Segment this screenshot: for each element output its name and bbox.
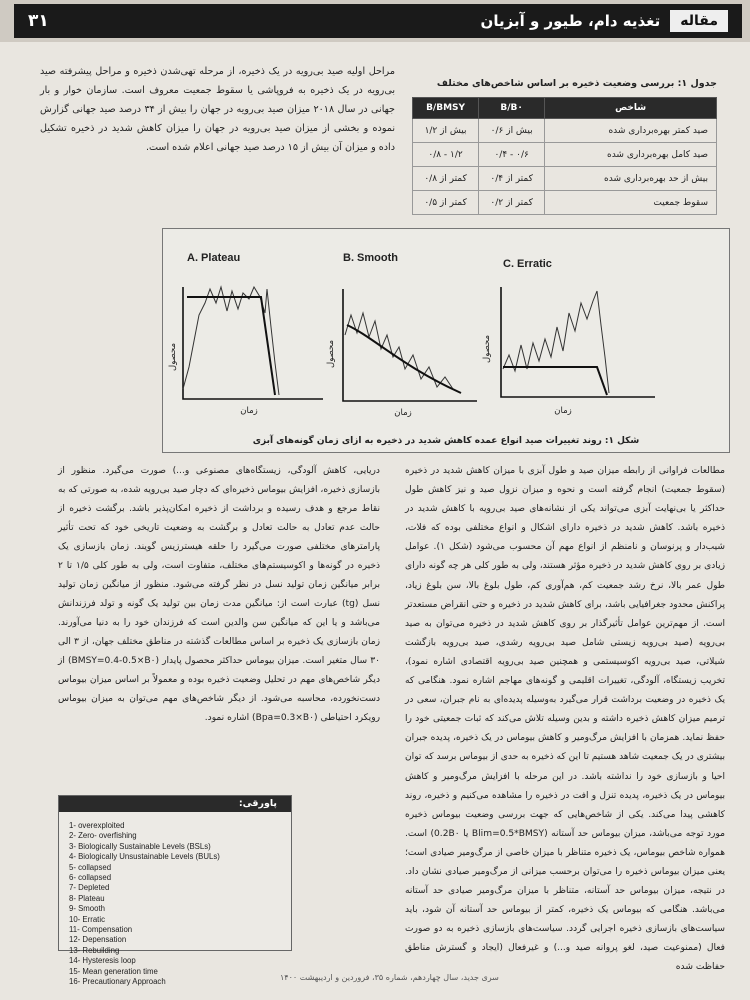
table-cell: صید کمتر بهره‌برداری شده [545,119,717,143]
body-column-right: مطالعات فراوانی از رابطه میزان صید و طول آبزی با میزان کاهش شدید در ذخیره (سقوط جمعیت) انجام گرفته است و نحوه و میزان نزول صید و نیز کاهش طول حداکثر یا بی‌نهایت آبزی می‌تواند یکی از نشانه‌های صید بی‌رویه با کاهش شدید در ذخیره باشد. کاهش شدید در ذخیره دارای اشکال و انواع مختلفی بوده که فلات، شیب‌دار و پرنوسان و نامنظم از انواع مهم آن محسوب می‌شود (شکل ۱). عوامل زیادی بر روی کاهش شدید در ذخیره مؤثر هستند، ولی به طور کلی هر چه گونه دارای طول عمر بالا، نرخ رشد جمعیت کم، هم‌آوری کم، طول بلوغ بالا، سن بلوغ زیاد، پراکنش محدود جغرافیایی باشد، برای کاهش شدید در ذخیره و حتی انقراض مستعدتر است. از مهم‌ترین عوامل تأثیرگذار بر روی کاهش شدید در ذخیره می‌توان به صید بی‌رویه (صید بی‌رویه زیستی شامل صید بی‌رویه رشدی، صید بی‌رویه بازگشت شیلاتی، صید بی‌رویه اکوسیستمی و همچنین صید بی‌رویه اقتصادی اشاره نمود)، تخریب زیستگاه، آلودگی، تغییرات اقلیمی و گونه‌های مهاجم اشاره نمود. هنگامی که یک ذخیره در وضعیت برداشت قرار می‌گیرد به‌وسیله پدیده‌ای به نام جبران، سعی در ترمیم میزان کاهش ذخیره داشته و بدین وسیله تلاش می‌کند که ثبات جمعیتی خود را حفظ نماید. همزمان با افزایش مرگ‌ومیر و کاهش بیوماس در یک ذخیره، پدیده جبران بیشتری در یک جمعیت شاهد هستیم تا این که ذخیره به حدی از بیوماس برسد که توان احیا و بازسازی خود را نداشته باشد. در این مرحله با افزایش مرگ‌ومیر و کاهش بیوماس در یک ذخیره، پدیده تنزل و افت در ذخیره را مشاهده می‌کنیم و ذخیره، روند کاهشی پیدا می‌کند. یکی از شاخص‌هایی که جهت بررسی وضعیت بیوماس ذخیره مورد توجه می‌باشد، میزان بیوماس حد آستانه (Blim=0.5*BMSY یا 0.2B۰) است. همواره شاخص بیوماس، یک ذخیره متناظر با میزان خاصی از مرگ‌ومیر صیادی است؛ یعنی میزان بیوماس ذخیره را می‌توان برحسب میزانی از مرگ‌ومیر صیادی نشان داد. در نتیجه، میزان بیوماس حد آستانه، متناظر با میزان مرگ‌ومیر صیادی حد آستانه می‌باشد. هنگامی که بیوماس یک ذخیره، کمتر از بیوماس حد آستانه آن شود، باید سیاست‌های بازسازی ذخیره اجرایی گردد. سیاست‌های بازسازی ذخیره به دو صورت فعال (ممنوعیت صید، لغو پروانه صید و...) و غیرفعال (ایجاد و گسترش مناطق حفاظت شده [405,466,725,973]
table-cell: سقوط جمعیت [545,191,717,215]
footnotes-list [69,821,220,988]
y-axis-label: محصول [482,335,492,363]
stock-status-table-block [412,78,717,215]
footnote-item: 8- Plateau [69,893,105,903]
table-row [413,191,717,215]
panel-title: B. Smooth [343,252,398,264]
header-titles [481,10,728,32]
body-column-left: دریایی، کاهش آلودگی، زیستگاه‌های مصنوعی و...) صورت می‌گیرد. منظور از بازسازی ذخیره، افزایش بیوماس ذخیره‌ای که دچار صید بی‌رویه شده، به صورتی که به نقاط مرجع و هدف رسیده و برداشت از ذخیره امکان‌پذیر باشد. برگشت ذخیره از حالت عدم تعادل به حالت تعادل و برگشت به وضعیت تاریخی خود که تحت تأثیر پارامترهای مختلفی صورت می‌گیرد را حلقه هیسترزیس گویند. زمان بازسازی یک ذخیره در گونه‌ها و اکوسیستم‌های مختلف، متفاوت است، ولی به طور کلی ۱/۵ تا ۲ برابر میانگین زمان تولید نسل در نظر گرفته می‌شود. منظور از میانگین زمان تولید نسل (tg) عبارت است از: میانگین مدت زمان بین تولید یک گونه و تولد فرزندانش می‌باشد و یا این که میانگین سن والدین است که فرزندان خود را به دنیا می‌آورند. زمان بازسازی یک ذخیره بر اساس مطالعات گذشته در مناطق مختلف جهان، از ۳ الی ۳۰ سال متغیر است. میزان بیوماس حداکثر محصول پایدار (BMSY=0.4-0.5×B۰) از دیگر شاخص‌های مهم در تحلیل وضعیت ذخیره بوده و معمولاً بر اساس میزان بیوماس دست‌نخورده، محاسبه می‌شود. از دیگر شاخص‌های مهم می‌توان به میزان بیوماس رویکرد احتیاطی (Bpa=0.3×B۰) اشاره نمود. [57,466,380,723]
table-cell: کمتر از ۰/۲ [479,191,545,215]
footnote-item: 5- collapsed [69,862,112,872]
panel-erratic [482,258,655,416]
footnote-item: 3- Biologically Sustainable Levels (BSLs) [69,841,211,851]
footnote-item: 16- Precautionary Approach [69,977,166,987]
table-header-row [413,98,717,119]
table-header-cell: B/B۰ [479,98,545,119]
collapse-types-figure [162,228,730,453]
x-axis-label: زمان [554,406,572,416]
footnote-item: 6- collapsed [69,873,112,883]
table-cell: ۱/۲ - ۰/۸ [413,143,479,167]
x-axis-label: زمان [394,408,412,418]
footnote-item: 14- Hysteresis loop [69,956,136,966]
table-cell: کمتر از ۰/۵ [413,191,479,215]
trend-overlay [347,325,461,393]
section-label: مقاله [670,10,728,32]
page-footer: سری جدید، سال چهاردهم، شماره ۳۵، فروردین و اردیبهشت ۱۴۰۰ [280,973,499,982]
intro-paragraph: مراحل اولیه صید بی‌رویه در یک ذخیره، از مرحله تهی‌شدن ذخیره و مراحل پیشرفته صید بی‌رویه در یک ذخیره به فروپاشی یا سقوط جمعیت معروف است. سازمان خوار و بار جهانی در سال ۲۰۱۸ میزان صید بی‌رویه در جهان را بیش از ۳۴ درصد صید جهانی گزارش نموده و بخشی از میزان صید بی‌رویه در جهان را میزان کاهش شدید در ذخیره تشکیل داده و میزان آن بیش از ۱۵ درصد صید جهانی اعلام شده است. [40,66,395,153]
catch-trend-line [503,291,609,393]
footnotes-box [58,795,292,987]
table-header-cell: شاخص [545,98,717,119]
footnotes-title: پاورقی: [59,796,291,812]
table-cell: کمتر از ۰/۴ [479,167,545,191]
footnote-item: 11- Compensation [69,925,133,935]
catch-trend-line [183,287,279,395]
table-header-cell: B/BMSY [413,98,479,119]
axes-frame [501,287,655,397]
table-caption: جدول ۱: بررسی وضعیت ذخیره بر اساس شاخص‌های مختلف [436,78,717,89]
footnote-item: 12- Depensation [69,935,127,945]
table-cell: کمتر از ۰/۸ [413,167,479,191]
table-cell: ۰/۶ - ۰/۴ [479,143,545,167]
y-axis-label: محصول [168,343,178,371]
stock-status-table [412,97,717,215]
footnote-item: 15- Mean generation time [69,966,158,976]
footnote-item: 9- Smooth [69,904,105,914]
table-row [413,119,717,143]
x-axis-label: زمان [240,406,258,416]
table-row [413,167,717,191]
magazine-title: تغذیه دام، طیور و آبزیان [480,12,661,30]
page-header [14,4,742,38]
table-cell: بیش از ۰/۶ [479,119,545,143]
footnote-item: 1- overexploited [69,821,125,830]
panel-title: C. Erratic [503,258,552,270]
table-cell: صید کامل بهره‌برداری شده [545,143,717,167]
panel-smooth [326,252,477,418]
figure-caption: شکل ۱: روند تغییرات صید انواع عمده کاهش شدید در ذخیره به ازای زمان گونه‌های آبزی [252,436,640,446]
axes-frame [343,289,477,401]
y-axis-label: محصول [326,340,336,368]
footnote-item: 7- Depleted [69,883,110,893]
catch-trend-line [345,313,453,389]
trend-overlay [503,367,607,395]
footnote-item: 10- Erratic [69,914,105,924]
footnote-item: 2- Zero- overfishing [69,831,137,841]
table-cell: بیش از حد بهره‌برداری شده [545,167,717,191]
panel-title: A. Plateau [187,252,241,264]
footnote-item: 13- Rebuilding [69,945,120,955]
page-number: ۳۱ [28,11,49,31]
table-row [413,143,717,167]
collapse-types-diagram [163,229,729,429]
axes-frame [183,287,323,399]
table-cell: بیش از ۱/۲ [413,119,479,143]
footnote-item: 4- Biologically Unsustainable Levels (BULs) [69,852,220,862]
panel-plateau [168,252,323,416]
